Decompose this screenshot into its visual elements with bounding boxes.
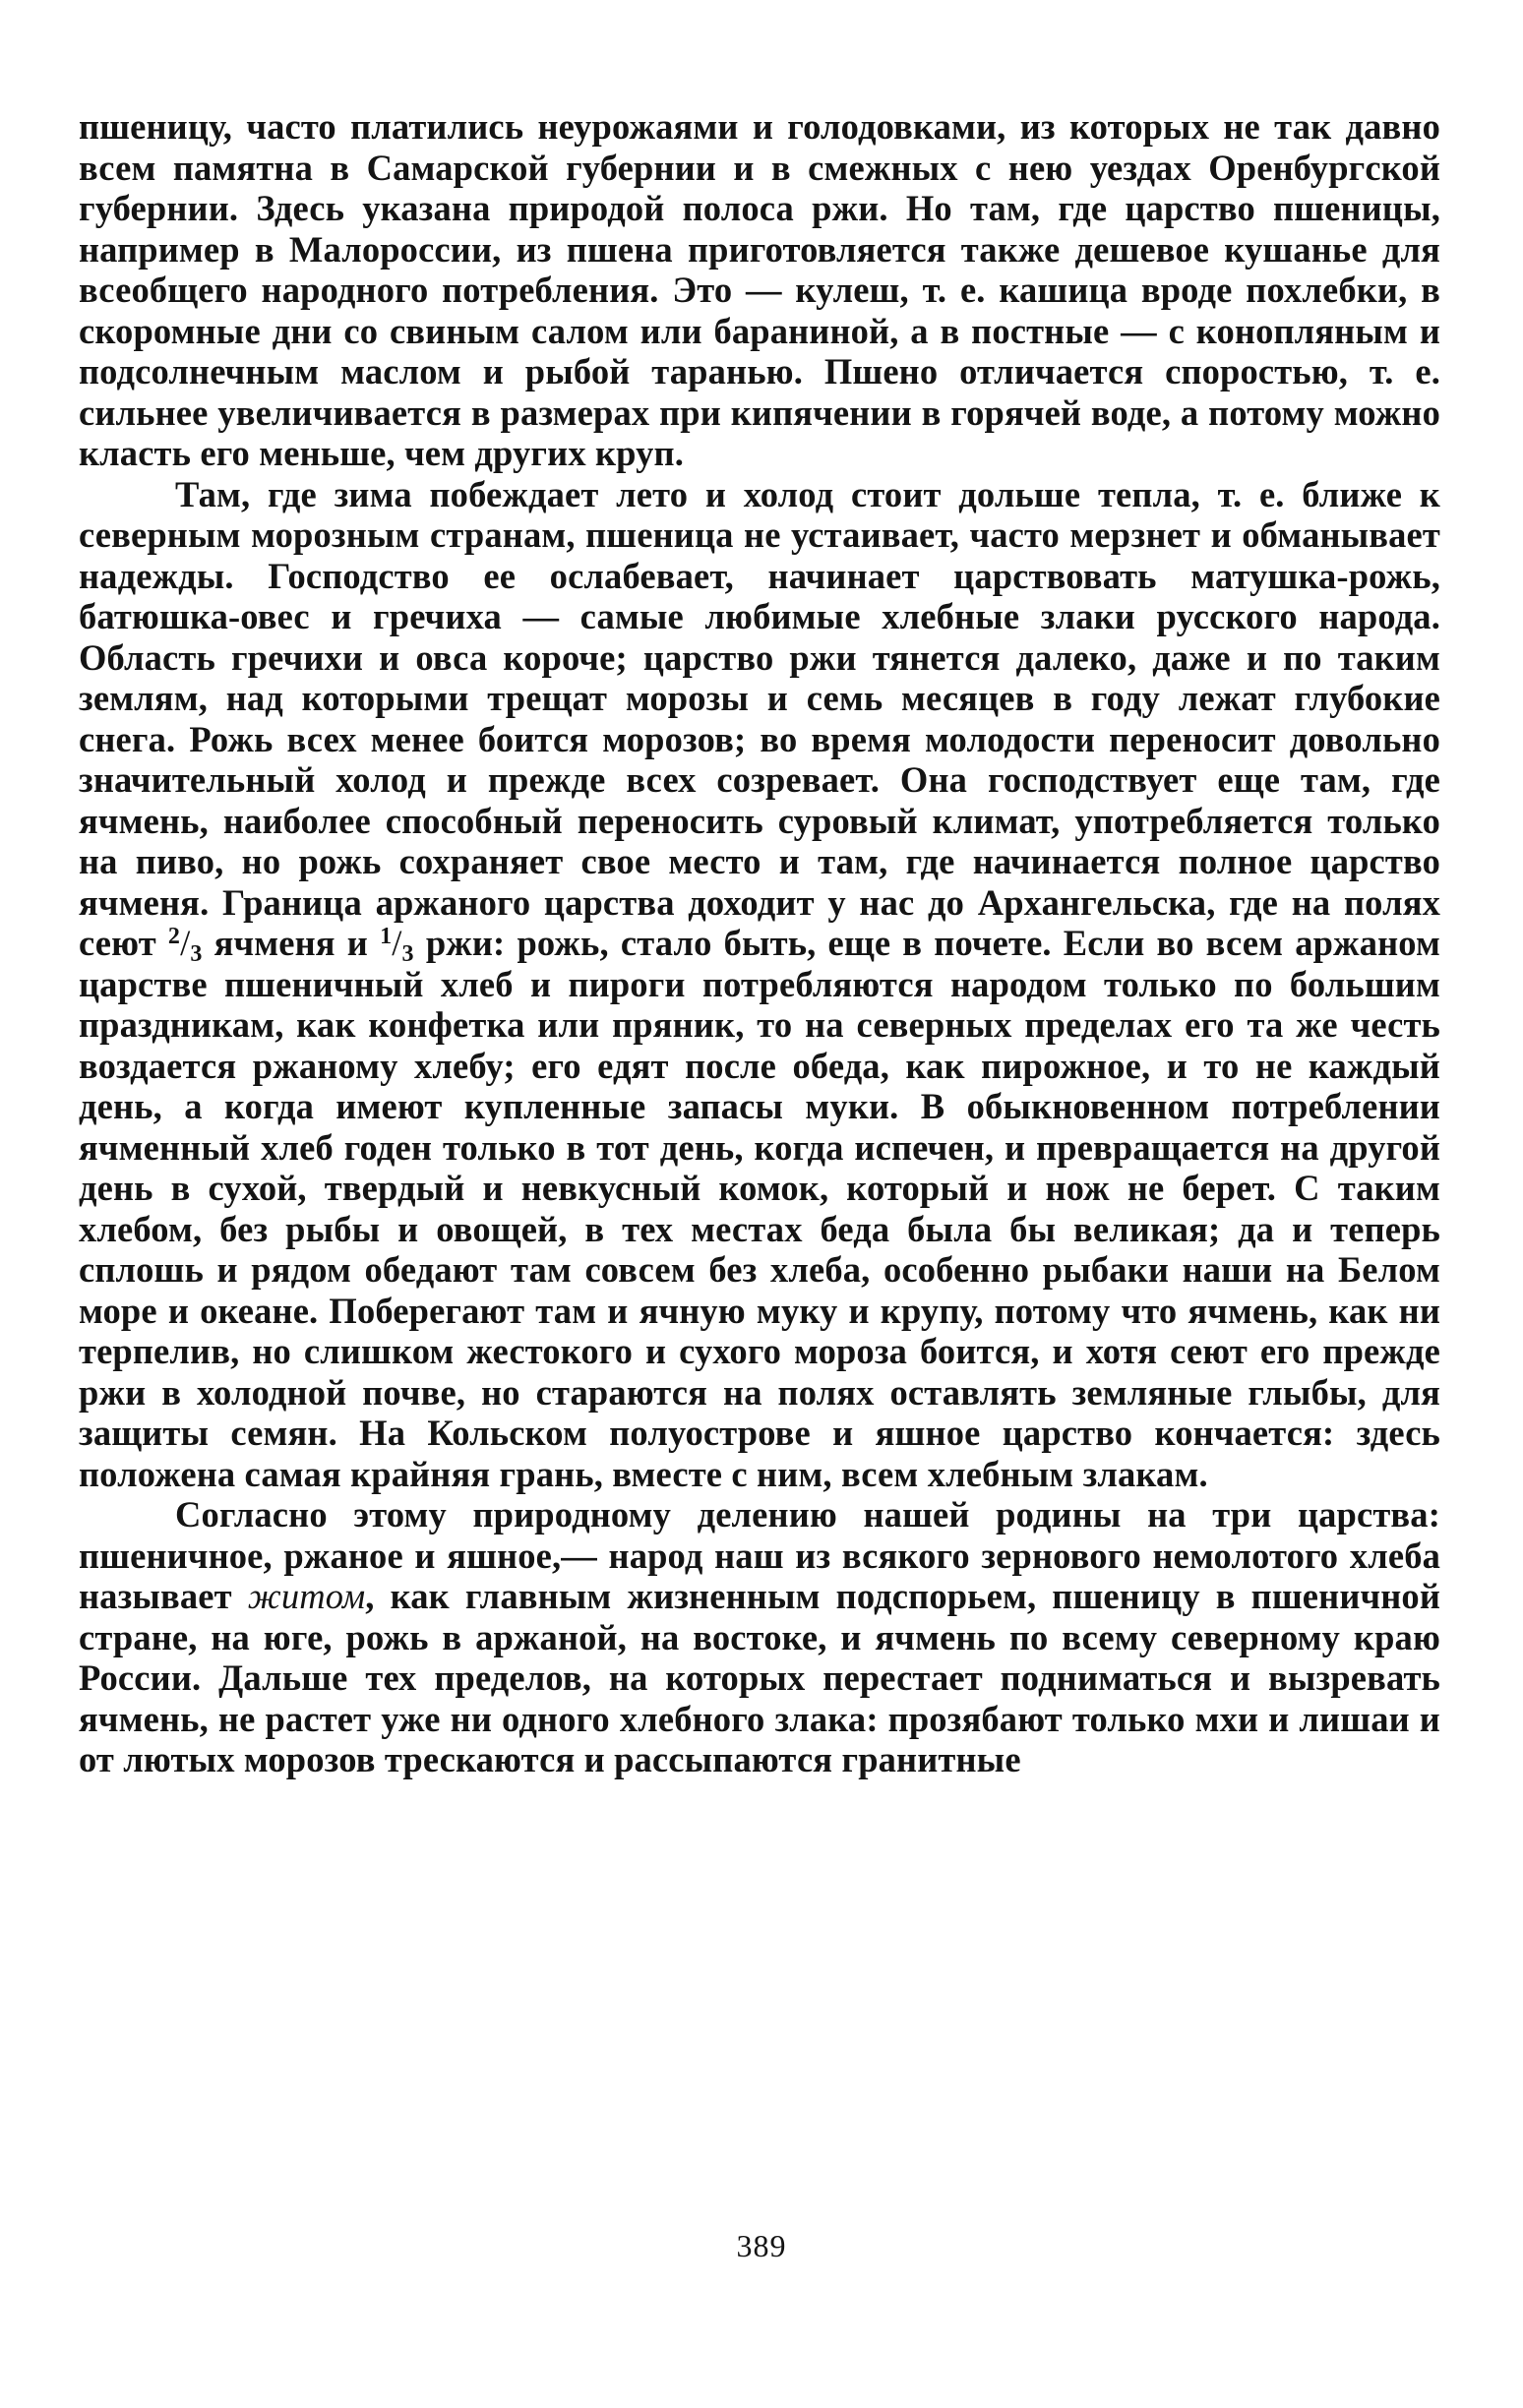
fraction-two-thirds xyxy=(167,923,203,967)
paragraph-2-text-b: ячменя и xyxy=(213,923,368,963)
fraction-slash: / xyxy=(180,923,191,963)
paragraph-3-text-a: Согласно этому природному делению нашей родины на три царства: пшеничное, ржаное и яшное,— народ наш из всякого зернового немолотого хлеба называет xyxy=(79,1494,1440,1616)
paragraph-2-text-a: Там, где зима побеждает лето и холод стоит дольше тепла, т. е. ближе к северным морозным странам, пшеница не устаивает, часто мерзнет и обманывает надежды. Господство ее ослабевает, начинает царствовать матушка-рожь, батюшка-овес и гречиха — самые любимые хлебные злаки русского народа. Область гречихи и овса короче; царство ржи тянется далеко, даже и по таким землям, над которыми трещат морозы и семь месяцев в году лежат глубокие снега. Рожь всех менее боится морозов; во время молодости переносит довольно значительный холод и прежде всех созревает. Она господствует еще там, где ячмень, наиболее способный переносить суровый климат, употребляется только на пиво, но рожь сохраняет свое место и там, где начинается полное царство ячменя. Граница аржаного царства доходит у нас до Архангельска, где на полях сеют xyxy=(79,473,1440,963)
page-text xyxy=(79,106,1440,1780)
fraction-one-third xyxy=(380,923,414,967)
fraction-denominator: 3 xyxy=(401,941,414,967)
paragraph-3-text-b: , как главным жизненным подспорьем, пшеницу в пшеничной стране, на юге, рожь в аржаной, на востоке, и ячмень по всему северному краю России. Дальше тех пределов, на которых перестает подниматься и вызревать ячмень, не растет уже ни одного хлебного злака: прозябают только мхи и лишаи и от лютых морозов трескаются и рассыпаются гранитные xyxy=(79,1576,1441,1779)
fraction-numerator: 2 xyxy=(167,924,181,949)
paragraph-2 xyxy=(79,474,1440,1495)
fraction-slash: / xyxy=(392,923,402,963)
paragraph-1 xyxy=(79,106,1440,474)
paragraph-2-text-c: ржи: рожь, стало быть, еще в почете. Если во всем аржаном царстве пшеничный хлеб и пироги потребляются народом только по большим праздникам, как конфетка или пряник, то на северных пределах его та же честь воздается ржаному хлебу; его едят после обеда, как пирожное, и то не каждый день, а когда имеют купленные запасы муки. В обыкновенном потреблении ячменный хлеб годен только в тот день, когда испечен, и превращается на другой день в сухой, твердый и невкусный комок, который и нож не берет. С таким хлебом, без рыбы и овощей, в тех местах беда была бы великая; да и теперь сплошь и рядом обедают там совсем без хлеба, особенно рыбаки наши на Белом море и океане. Поберегают там и ячную муку и крупу, потому что ячмень, как ни терпелив, но слишком жестокого и сухого мороза боится, и хотя сеют его прежде ржи в холодной почве, но стараются на полях оставлять земляные глыбы, для защиты семян. На Кольском полуострове и яшное царство кончается: здесь положена самая крайняя грань, вместе с ним, всем хлебным злакам. xyxy=(79,923,1440,1494)
page-number: 389 xyxy=(736,2228,787,2263)
paragraph-3 xyxy=(79,1494,1440,1780)
fraction-numerator: 1 xyxy=(380,924,393,949)
paragraph-1-text: пшеницу, часто платились неурожаями и голодовками, из которых не так давно всем памятна в Самарской губернии и в смежных с нею уездах Оренбургской губернии. Здесь указана природой полоса ржи. Но там, где царство пшеницы, например в Малороссии, из пшена приготовляется также дешевое кушанье для всеобщего народного потребления. Это — кулеш, т. е. кашица вроде похлебки, в скоромные дни со свиным салом или бараниной, а в постные — с конопляным и подсолнечным маслом и рыбой таранью. Пшено отличается споростью, т. е. сильнее увеличивается в размерах при кипячении в горячей воде, а потому можно класть его меньше, чем других круп. xyxy=(79,106,1440,473)
fraction-denominator: 3 xyxy=(190,941,203,967)
italic-term: житом xyxy=(247,1576,366,1616)
